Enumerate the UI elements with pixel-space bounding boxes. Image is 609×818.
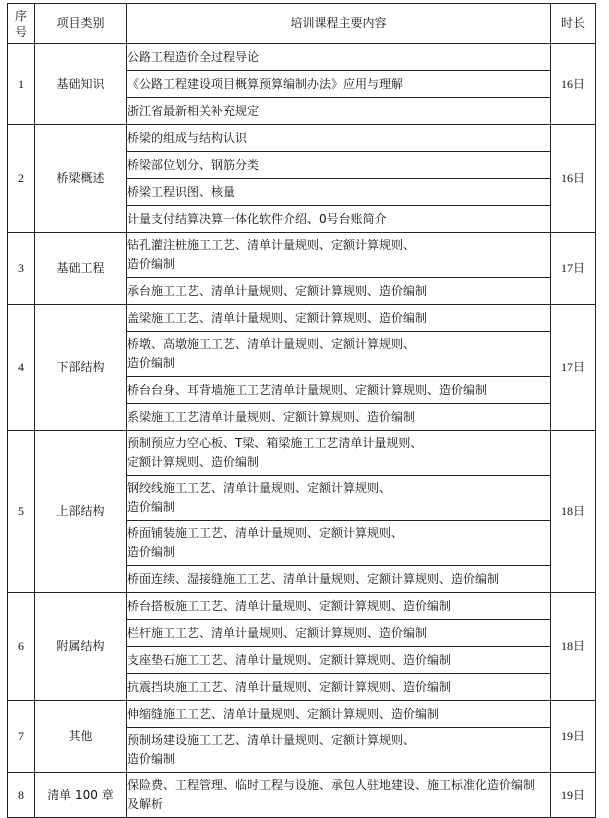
course-content-line: 伸缩缝施工工艺、清单计量规则、定额计算规则、造价编制 — [127, 706, 440, 721]
row-duration: 19日 — [551, 773, 596, 818]
course-content-cell — [127, 179, 551, 206]
row-category: 基础工程 — [35, 233, 127, 305]
row-duration: 16日 — [551, 125, 596, 233]
course-content-cell — [127, 647, 551, 674]
course-content-cell — [127, 206, 551, 233]
course-content-line: 桥面铺装施工工艺、清单计量规则、定额计算规则、 — [127, 526, 404, 540]
header-no — [8, 4, 35, 44]
course-content-line: 造价编制 — [127, 752, 176, 766]
course-content-line: 桥台搭板施工工艺、清单计量规则、定额计算规则、造价编制 — [127, 598, 452, 613]
row-category: 上部结构 — [35, 431, 127, 593]
course-content-line: 桥梁的组成与结构认识 — [127, 130, 248, 145]
row-category: 下部结构 — [35, 305, 127, 431]
course-content-line: 保险费、工程管理、临时工程与设施、承包人驻地建设、施工标准化造价编制 — [127, 778, 536, 792]
row-number: 2 — [8, 125, 35, 233]
row-category: 清单 100 章 — [35, 773, 127, 818]
course-content-cell — [127, 593, 551, 620]
header-content: 培训课程主要内容 — [127, 4, 551, 44]
course-content-cell — [127, 620, 551, 647]
table-row — [8, 701, 596, 728]
course-content-line: 浙江省最新相关补充规定 — [127, 103, 260, 118]
row-number: 4 — [8, 305, 35, 431]
course-content-cell — [127, 728, 551, 773]
course-content-line: 桥墩、高墩施工工艺、清单计量规则、定额计算规则、 — [127, 337, 416, 351]
course-content-cell — [127, 674, 551, 701]
course-content-cell — [127, 305, 551, 332]
course-content-line: 造价编制 — [127, 356, 176, 370]
course-content-cell — [127, 566, 551, 593]
course-content-line: 抗震挡块施工工艺、清单计量规则、定额计算规则、造价编制 — [127, 679, 452, 694]
row-category: 桥梁概述 — [35, 125, 127, 233]
course-content-line: 桥梁部位划分、钢筋分类 — [127, 157, 260, 172]
row-duration: 18日 — [551, 593, 596, 701]
course-content-line: 造价编制 — [127, 257, 176, 271]
table-row — [8, 773, 596, 818]
table-row — [8, 233, 596, 278]
course-content-line: 造价编制 — [127, 500, 176, 514]
course-content-cell — [127, 71, 551, 98]
course-content-line: 造价编制 — [127, 545, 176, 559]
course-content-cell — [127, 278, 551, 305]
header-no-line2: 号 — [14, 24, 27, 39]
course-content-cell — [127, 125, 551, 152]
course-content-cell — [127, 521, 551, 566]
table-body — [8, 44, 596, 818]
course-content-cell — [127, 233, 551, 278]
course-content-line: 定额计算规则、造价编制 — [127, 455, 260, 469]
course-content-cell — [127, 332, 551, 377]
course-content-line: 桥面连续、湿接缝施工工艺、清单计量规则、定额计算规则、造价编制 — [127, 571, 500, 586]
header-duration: 时长 — [551, 4, 596, 44]
course-content-line: 桥台台身、耳背墙施工工艺清单计量规则、定额计算规则、造价编制 — [127, 382, 488, 397]
course-content-line: 支座垫石施工工艺、清单计量规则、定额计算规则、造价编制 — [127, 652, 452, 667]
row-number: 6 — [8, 593, 35, 701]
course-content-line: 公路工程造价全过程导论 — [127, 49, 260, 64]
course-content-cell — [127, 152, 551, 179]
row-duration: 16日 — [551, 44, 596, 125]
course-content-line: 盖梁施工工艺、清单计量规则、定额计算规则、造价编制 — [127, 310, 428, 325]
row-duration: 17日 — [551, 233, 596, 305]
header-category: 项目类别 — [35, 4, 127, 44]
table-row — [8, 305, 596, 332]
row-duration: 19日 — [551, 701, 596, 773]
course-content-cell — [127, 377, 551, 404]
row-number: 5 — [8, 431, 35, 593]
course-content-line: 钢绞线施工工艺、清单计量规则、定额计算规则、 — [127, 481, 392, 495]
curriculum-table — [7, 3, 596, 818]
course-content-cell — [127, 44, 551, 71]
row-category: 附属结构 — [35, 593, 127, 701]
row-number: 1 — [8, 44, 35, 125]
course-content-cell — [127, 773, 551, 818]
course-content-cell — [127, 98, 551, 125]
course-content-line: 预制场建设施工工艺、清单计量规则、定额计算规则、 — [127, 733, 416, 747]
table-row — [8, 125, 596, 152]
row-duration: 18日 — [551, 431, 596, 593]
course-content-cell — [127, 476, 551, 521]
header-row — [8, 4, 596, 44]
table-row — [8, 44, 596, 71]
row-number: 3 — [8, 233, 35, 305]
table-row — [8, 593, 596, 620]
row-category: 基础知识 — [35, 44, 127, 125]
table-row — [8, 431, 596, 476]
course-content-line: 系梁施工工艺清单计量规则、定额计算规则、造价编制 — [127, 409, 416, 424]
course-content-line: 承台施工工艺、清单计量规则、定额计算规则、造价编制 — [127, 283, 428, 298]
course-content-line: 钻孔灌注桩施工工艺、清单计量规则、定额计算规则、 — [127, 238, 416, 252]
course-content-line: 桥梁工程识图、核量 — [127, 184, 236, 199]
row-category: 其他 — [35, 701, 127, 773]
course-content-cell — [127, 404, 551, 431]
course-content-line: 《公路工程建设项目概算预算编制办法》应用与理解 — [127, 76, 404, 91]
course-content-cell — [127, 701, 551, 728]
course-content-cell — [127, 431, 551, 476]
row-number: 7 — [8, 701, 35, 773]
course-content-line: 计量支付结算决算一体化软件介绍、0号台账简介 — [127, 211, 387, 226]
course-content-line: 及解析 — [127, 797, 164, 811]
course-content-line: 栏杆施工工艺、清单计量规则、定额计算规则、造价编制 — [127, 625, 428, 640]
row-number: 8 — [8, 773, 35, 818]
course-content-line: 预制预应力空心板、T梁、箱梁施工工艺清单计量规则、 — [127, 436, 423, 450]
row-duration: 17日 — [551, 305, 596, 431]
header-no-line1: 序 — [14, 8, 27, 23]
